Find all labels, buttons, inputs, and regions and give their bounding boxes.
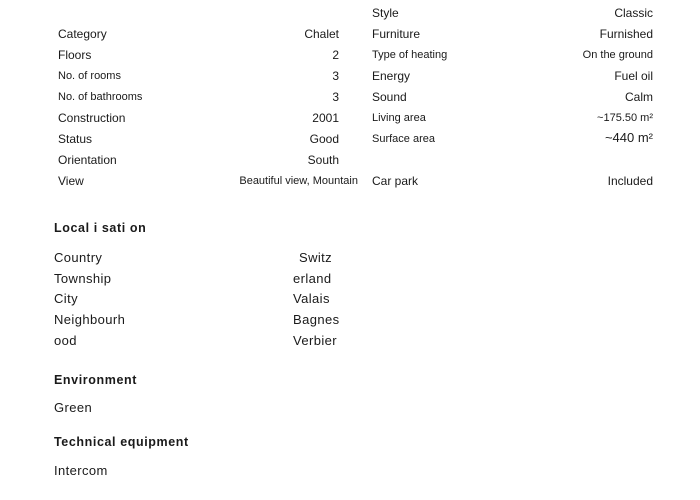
neighbourhood-label: Neighbourh — [54, 312, 126, 327]
sound-label: Sound — [372, 90, 407, 104]
neighbourhood-label-continued: ood — [54, 333, 77, 348]
energy-value: Fuel oil — [614, 69, 653, 83]
surface-area-label: Surface area — [372, 133, 435, 145]
car-park-label: Car park — [372, 174, 419, 188]
city-label: City — [54, 291, 78, 306]
locality-value: Verbier — [293, 333, 337, 348]
style-value: Classic — [614, 6, 653, 20]
environment-value: Green — [54, 400, 93, 415]
construction-value: 2001 — [312, 111, 339, 125]
style-label: Style — [372, 6, 399, 20]
construction-label: Construction — [58, 111, 126, 125]
living-area-value: ~175.50 m² — [597, 112, 653, 124]
township-label: Township — [54, 271, 112, 286]
country-value: Switz — [299, 250, 333, 265]
orientation-label: Orientation — [58, 153, 117, 167]
neighbourhood-value: Bagnes — [293, 312, 340, 327]
rooms-label: No. of rooms — [58, 70, 121, 82]
surface-area-value: ~440 m² — [604, 130, 653, 145]
localisation-heading: Local i sati on — [54, 221, 147, 235]
energy-label: Energy — [372, 69, 411, 83]
floors-label: Floors — [58, 48, 92, 62]
city-value: Valais — [293, 291, 330, 306]
view-value: Beautiful view, Mountain — [239, 175, 358, 187]
environment-heading: Environment — [54, 373, 137, 387]
sound-value: Calm — [624, 90, 653, 104]
technical-equipment-heading: Technical equipment — [54, 435, 189, 449]
living-area-label: Living area — [372, 112, 426, 124]
status-value: Good — [309, 132, 339, 146]
bathrooms-value: 3 — [332, 90, 339, 104]
heating-label: Type of heating — [372, 49, 448, 61]
country-label: Country — [54, 250, 103, 265]
rooms-value: 3 — [332, 69, 339, 83]
orientation-value: South — [307, 153, 339, 167]
furniture-value: Furnished — [599, 27, 653, 41]
township-value: erland — [293, 271, 332, 286]
floors-value: 2 — [332, 48, 339, 62]
category-label: Category — [58, 27, 107, 41]
heating-value: On the ground — [582, 49, 653, 61]
car-park-value: Included — [607, 174, 653, 188]
category-value: Chalet — [304, 27, 339, 41]
bathrooms-label: No. of bathrooms — [58, 91, 143, 103]
view-label: View — [58, 174, 84, 188]
status-label: Status — [58, 132, 93, 146]
technical-equipment-value: Intercom — [54, 463, 108, 478]
furniture-label: Furniture — [372, 27, 421, 41]
